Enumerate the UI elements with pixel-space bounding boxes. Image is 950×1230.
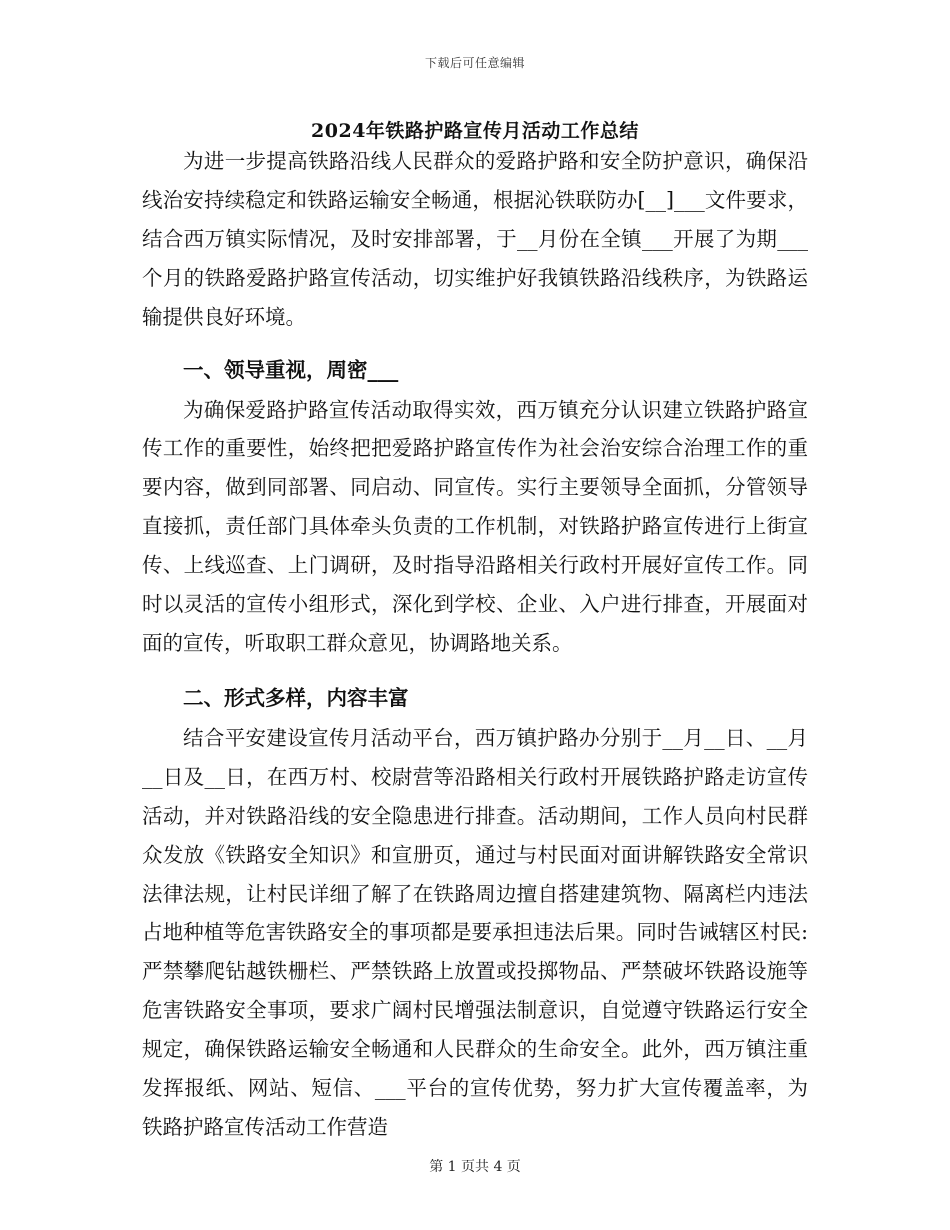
section-2-paragraph: 结合平安建设宣传月活动平台，西万镇护路办分别于__月__日、__月__日及__日，在西万村、校尉营等沿路相关行政村开展铁路护路走访宣传活动，并对铁路沿线的安全隐患进行排查。活动期间，工作人员向村民群众发放《铁路安全知识》和宣册页，通过与村民面对面讲解铁路安全常识法律法规，让村民详细了解了在铁路周边擅自搭建建筑物、隔离栏内违法占地种植等危害铁路安全的事项都是要承担违法后果。同时告诫辖区村民:严禁攀爬钻越铁栅栏、严禁铁路上放置或投掷物品、严禁破坏铁路设施等危害铁路安全事项，要求广阔村民增强法制意识，自觉遵守铁路运行安全规定，确保铁路运输安全畅通和人民群众的生命安全。此外，西万镇注重发挥报纸、网站、短信、___平台的宣传优势，努力扩大宣传覆盖率，为铁路护路宣传活动工作营造 [142, 725, 808, 1139]
section-1-paragraph: 为确保爱路护路宣传活动取得实效，西万镇充分认识建立铁路护路宣传工作的重要性，始终把把爱路护路宣传作为社会治安综合治理工作的重要内容，做到同部署、同启动、同宣传。实行主要领导全面抓，分管领导直接抓，责任部门具体牵头负责的工作机制，对铁路护路宣传进行上街宣传、上线巡查、上门调研，及时指导沿路相关行政村开展好宣传工作。同时以灵活的宣传小组形式，深化到学校、企业、入户进行排查，开展面对面的宣传，听取职工群众意见，协调路地关系。 [142, 397, 808, 655]
document-title: 2024年铁路护路宣传月活动工作总结 [311, 120, 639, 142]
document-body [142, 142, 808, 1147]
header-note: 下载后可任意编辑 [424, 56, 525, 70]
intro-paragraph: 为进一步提高铁路沿线人民群众的爱路护路和安全防护意识，确保沿线治安持续稳定和铁路运输安全畅通，根据沁铁联防办[__]___文件要求，结合西万镇实际情况，及时安排部署，于__月份在全镇___开展了为期___个月的铁路爱路护路宣传活动，切实维护好我镇铁路沿线秩序，为铁路运输提供良好环境。 [142, 149, 808, 329]
page-footer: 第 1 页共 4 页 [429, 1159, 521, 1175]
section-2-heading: 二、形式多样，内容丰富 [183, 685, 409, 710]
section-1-heading: 一、领导重视，周密___ [183, 357, 399, 382]
